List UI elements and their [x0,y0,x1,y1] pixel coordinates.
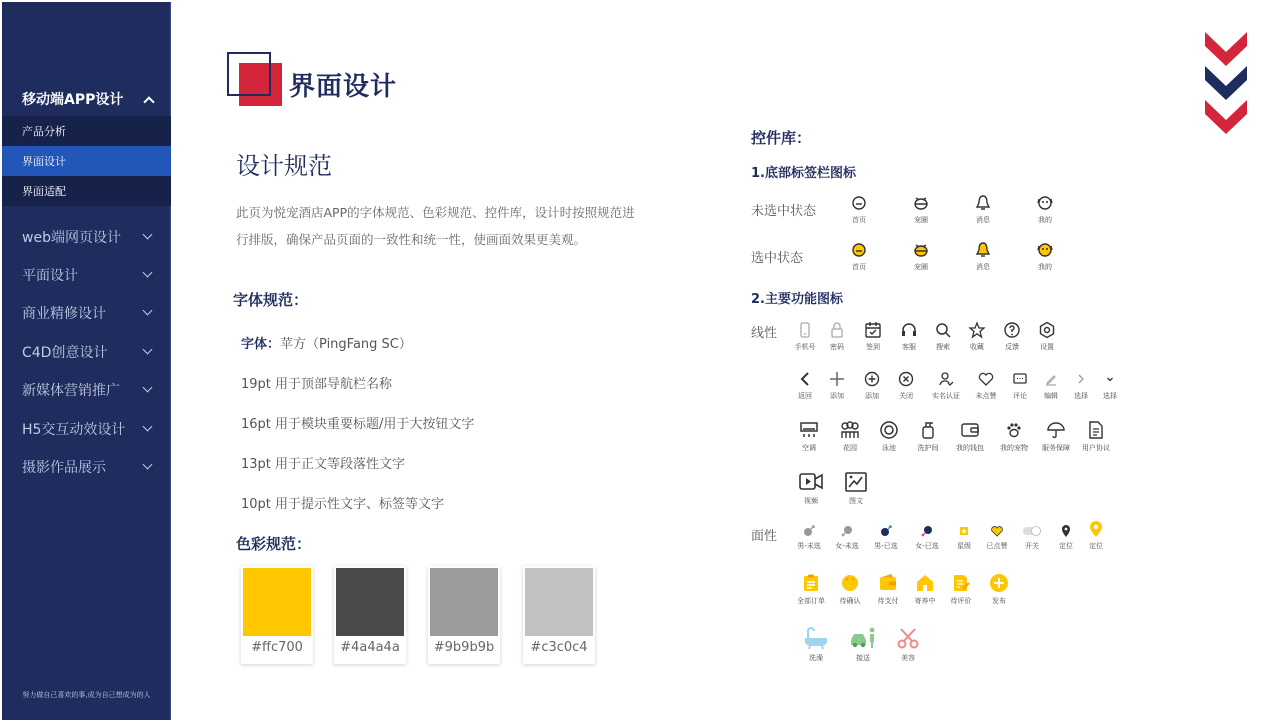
pickup-car-icon[interactable]: 接送 [834,626,892,663]
toggle-switch-icon[interactable]: 开关 [1003,524,1061,551]
male-selected-icon[interactable]: 男-已选 [857,524,915,551]
tab-pet-circle-selected-icon[interactable]: 宠圈 [892,241,950,272]
garden-icon[interactable]: 花园 [821,420,879,453]
boarding-house-icon[interactable]: 寄养中 [896,573,954,606]
page-title: 界面设计 [289,72,398,102]
lock-icon[interactable]: 密码 [808,321,866,352]
feedback-question-icon[interactable]: 反馈 [983,321,1041,352]
pending-review-icon[interactable]: 待评价 [932,573,990,606]
phone-icon[interactable]: 手机号 [776,321,834,352]
back-arrow-icon[interactable]: 返回 [776,370,834,401]
edit-pencil-icon[interactable]: 编辑 [1022,370,1080,401]
chevron-down-icon [143,422,153,432]
nav-group-label: 移动端APP设计 [22,92,124,108]
female-selected-icon[interactable]: 女-已选 [898,524,956,551]
font-rule: 19pt 用于顶部导航栏名称 [241,377,393,392]
sidebar [2,2,171,720]
sidebar-item-c4d[interactable]: C4D创意设计 [2,334,171,370]
paw-icon[interactable]: 我的宠物 [985,420,1043,453]
logo-square-outline [227,52,271,96]
tab-pet-circle-icon[interactable]: 宠圈 [892,194,950,225]
sidebar-item-h5[interactable]: H5交互动效设计 [2,411,171,447]
sidebar-item-web-design[interactable]: web端网页设计 [2,219,171,255]
sidebar-motto: 努力做自己喜欢的事,成为自己想成为的人 [22,691,151,699]
all-orders-icon[interactable]: 全部订单 [782,573,840,606]
wallet-icon[interactable]: 我的钱包 [941,420,999,453]
sidebar-item-ui-design[interactable]: 界面设计 [2,146,171,176]
pending-payment-wallet-icon[interactable]: 待支付 [859,573,917,606]
swatch-chip [430,568,498,636]
umbrella-icon[interactable]: 服务保障 [1027,420,1085,453]
tab-message-bell-icon[interactable]: 消息 [954,194,1012,225]
close-circle-icon[interactable]: 关闭 [877,370,935,401]
image-text-icon[interactable]: 图文 [827,471,885,506]
sidebar-item-product-analysis[interactable]: 产品分析 [2,116,171,146]
grooming-scissors-icon[interactable]: 美容 [879,626,937,663]
sidebar-item-ui-adaptation[interactable]: 界面适配 [2,176,171,206]
plus-icon[interactable]: 添加 [808,370,866,401]
location-pin-icon[interactable]: 定位 [1037,524,1095,551]
chevron-down-icon[interactable]: 选择 [1081,370,1139,401]
sidebar-item-new-media[interactable]: 新媒体营销推广 [2,372,171,408]
chevron-down-icon [143,306,153,316]
color-spec-heading: 色彩规范： [236,535,312,553]
function-icons-heading: 2.主要功能图标 [751,292,843,307]
intro-paragraph: 此页为悦宠酒店APP的字体规范、色彩规范、控件库，设计时按照规范进行排版，确保产品页面的一致性和统一性，使画面效果更美观。 [236,205,635,247]
font-rule: 10pt 用于提示性文字、标签等文字 [241,497,445,512]
line-style-label: 线性 [751,326,778,341]
chevron-up-icon [143,96,154,107]
document-icon[interactable]: 用户协议 [1067,420,1125,453]
star-icon[interactable]: 收藏 [948,321,1006,352]
color-swatch: #ffc700 [241,566,313,664]
color-swatch: #4a4a4a [334,566,406,664]
color-swatch: #c3c0c4 [523,566,595,664]
pending-confirm-icon[interactable]: 待确认 [821,573,879,606]
star-level-icon[interactable]: 星级 [935,524,993,551]
section-title: 设计规范 [236,152,332,180]
air-conditioner-icon[interactable]: 空调 [780,420,838,453]
heart-filled-icon[interactable]: 已点赞 [968,524,1026,551]
widget-library-title: 控件库： [751,129,812,147]
headset-icon[interactable]: 客服 [880,321,938,352]
plus-circle-icon[interactable]: 添加 [843,370,901,401]
font-family-line: 字体：苹方（PingFang SC） [241,337,412,352]
swatch-chip [336,568,404,636]
pool-lifebuoy-icon[interactable]: 泳池 [860,420,918,453]
publish-plus-icon[interactable]: 发布 [970,573,1028,606]
decorative-chevrons-icon [1201,32,1251,142]
chevron-down-icon [143,460,153,470]
sidebar-item-graphic-design[interactable]: 平面设计 [2,257,171,293]
tab-home-icon[interactable]: 首页 [830,194,888,225]
color-swatch: #9b9b9b [428,566,500,664]
search-icon[interactable]: 搜索 [914,321,972,352]
video-camera-icon[interactable]: 视频 [782,471,840,506]
tab-mine-dog-selected-icon[interactable]: 我的 [1016,241,1074,272]
tabbar-icons-heading: 1.底部标签栏图标 [751,166,856,181]
sidebar-item-retouching[interactable]: 商业精修设计 [2,295,171,331]
tab-mine-dog-icon[interactable]: 我的 [1016,194,1074,225]
swatch-chip [243,568,311,636]
chevron-down-icon [143,345,153,355]
font-spec-heading: 字体规范： [233,291,309,309]
shampoo-bottle-icon[interactable]: 洗护间 [899,420,957,453]
bath-tub-icon[interactable]: 洗澡 [787,626,845,663]
chevron-down-icon [143,268,153,278]
gear-icon[interactable]: 设置 [1018,321,1076,352]
nav-group-mobile-app[interactable] [2,80,171,118]
chevron-right-icon[interactable]: 选择 [1052,370,1110,401]
tab-home-selected-icon[interactable]: 首页 [830,241,888,272]
unselected-state-label: 未选中状态 [751,204,817,219]
comment-icon[interactable]: 评论 [991,370,1049,401]
location-pin-yellow-icon[interactable]: 定位 [1067,520,1125,551]
swatch-chip [525,568,593,636]
font-rule: 13pt 用于正文等段落性文字 [241,457,406,472]
face-style-label: 面性 [751,529,778,544]
tab-message-bell-selected-icon[interactable]: 消息 [954,241,1012,272]
chevron-down-icon [143,230,153,240]
font-rule: 16pt 用于模块重要标题/用于大按钮文字 [241,417,475,432]
sidebar-item-photography[interactable]: 摄影作品展示 [2,449,171,485]
female-unselected-icon[interactable]: 女-未选 [818,524,876,551]
male-unselected-icon[interactable]: 男-未选 [780,524,838,551]
calendar-check-icon[interactable]: 签到 [844,321,902,352]
user-verify-icon[interactable]: 实名认证 [917,370,975,401]
heart-outline-icon[interactable]: 未点赞 [957,370,1015,401]
chevron-down-icon [143,383,153,393]
selected-state-label: 选中状态 [751,251,804,266]
